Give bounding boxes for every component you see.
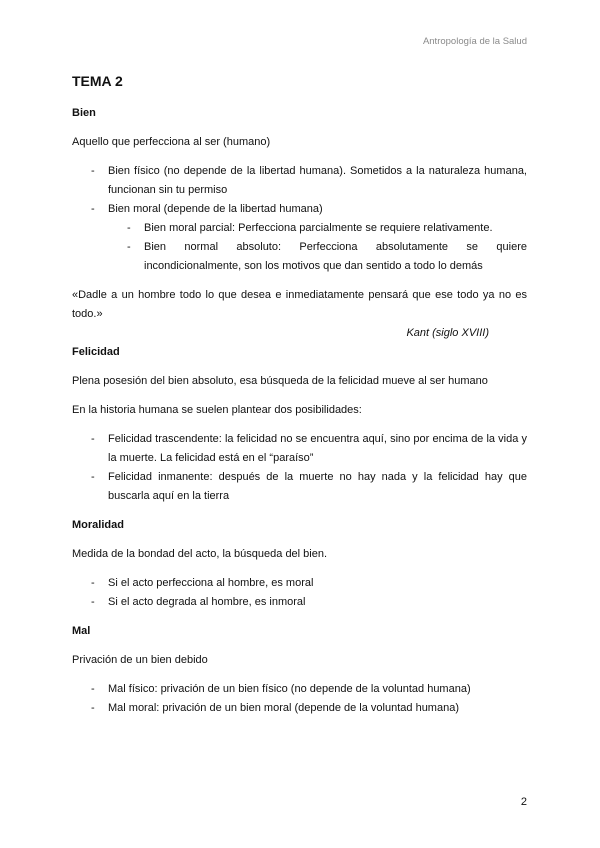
felicidad-p2: En la historia humana se suelen plantear dos posibilidades: [72,404,362,416]
list-item [72,200,527,276]
mal-p1: Privación de un bien debido [72,654,208,666]
page-number: 2 [520,796,527,808]
moralidad-list [72,574,527,612]
page-content [72,72,527,718]
moralidad-p1: Medida de la bondad del acto, la búsqueda del bien. [72,548,328,560]
list-item: - Felicidad trascendente: la felicidad no se encuentra aquí, sino por encima de la vida y la muerte. La felicidad está en el “paraíso” [72,430,527,468]
list-item: - Felicidad inmanente: después de la muerte no hay nada y la felicidad hay que buscarla aquí en la tierra [72,468,527,506]
list-item: - Bien normal absoluto: Perfecciona absolutamente se quiere incondicionalmente, son los motivos que dan sentido a todo lo demás [108,238,527,276]
section-heading-mal: Mal [72,625,91,637]
bien-moral-sublist [108,219,527,276]
section-heading-moralidad: Moralidad [72,519,124,531]
bien-intro: Aquello que perfecciona al ser (humano) [72,136,271,148]
felicidad-p1: Plena posesión del bien absoluto, esa búsqueda de la felicidad mueve al ser humano [72,375,488,387]
list-item: - Mal moral: privación de un bien moral (depende de la voluntad humana) [72,699,527,718]
list-item: - Bien moral parcial: Perfecciona parcialmente se requiere relativamente. [108,219,527,238]
section-heading-bien: Bien [72,107,96,119]
list-item: - Mal físico: privación de un bien físico (no depende de la voluntad humana) [72,680,527,699]
page-title: TEMA 2 [72,73,123,89]
section-heading-felicidad: Felicidad [72,346,120,358]
mal-list [72,680,527,718]
list-item: - Si el acto degrada al hombre, es inmoral [72,593,527,612]
running-header: Antropología de la Salud [422,36,527,47]
list-item: - Bien físico (no depende de la libertad humana). Sometidos a la naturaleza humana, funcionan sin tu permiso [72,162,527,200]
bien-list [72,162,527,276]
kant-quote: «Dadle a un hombre todo lo que desea e inmediatamente pensará que ese todo ya no es todo.» [72,289,527,320]
list-item-text: Bien moral (depende de la libertad humana) [108,203,323,215]
list-item: - Si el acto perfecciona al hombre, es moral [72,574,527,593]
quote-author: Kant (siglo XVIII) [406,327,489,339]
felicidad-list [72,430,527,506]
